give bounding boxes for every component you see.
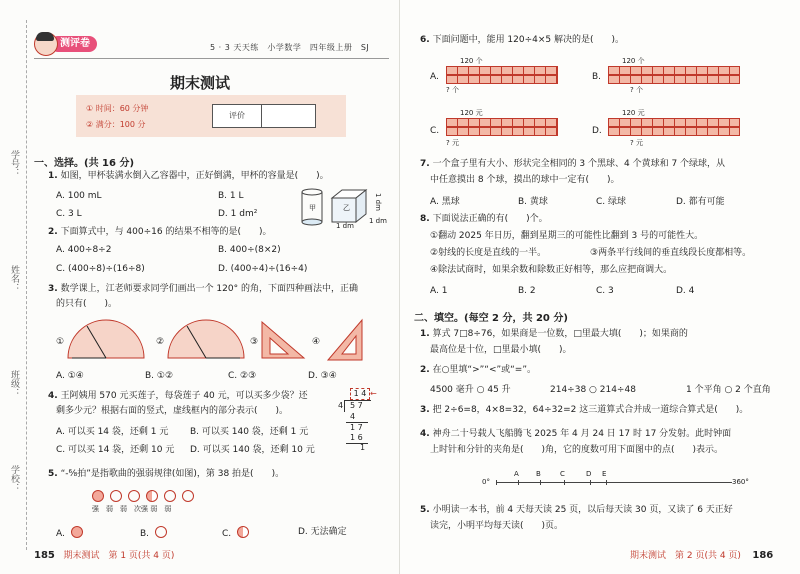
q6-b-bar [608, 75, 740, 84]
section-1-heading: 一、选择。(共 16 分) [34, 158, 135, 169]
q8-s3: ③两条平行线间的垂直线段长度都相等。 [590, 248, 752, 258]
beat-weak-icon [128, 490, 140, 502]
q2-d[interactable]: D. (400÷4)÷(16÷4) [218, 264, 308, 274]
q5-a-label: A. [56, 529, 65, 539]
nl-start: 0° [482, 478, 490, 486]
triangle-ruler-1-icon [260, 318, 308, 364]
q4-a[interactable]: A. 可以买 14 袋，还剩 1 元 [56, 427, 169, 437]
fig-dm-3: 1 dm [374, 193, 382, 211]
div-row-4: 1 [360, 443, 366, 452]
q3-text-1: 数学课上，江老师要求同学们画出一个 120° 的角，下面四种画法中，正确 [60, 284, 358, 294]
q8 [420, 213, 548, 226]
q6-d-bar [608, 118, 740, 127]
q2-a[interactable]: A. 400÷8÷2 [56, 245, 112, 255]
div-row-1: 4 [350, 412, 356, 421]
q5-num: 5. [48, 469, 58, 479]
beat-weak-icon [164, 490, 176, 502]
beat-sub-strong-icon [146, 490, 158, 502]
q7-b[interactable]: B. 黄球 [518, 197, 548, 207]
class-label: 班级： [9, 370, 19, 397]
right-footer-text: 期末测试 第 2 页(共 4 页) [630, 551, 741, 561]
f3 [420, 404, 748, 417]
q3-mark-1: ① [56, 337, 65, 347]
long-division [338, 388, 386, 450]
q3-c[interactable]: C. ②③ [228, 371, 257, 381]
eval-box[interactable] [212, 104, 316, 128]
beat-labels: 强 弱 弱 次强 弱 弱 [92, 505, 172, 513]
q6-a-bar [446, 75, 558, 84]
f2 [420, 364, 536, 377]
beat-strong-icon [71, 526, 83, 538]
q6-a[interactable]: A. [430, 72, 439, 82]
q3-a[interactable]: A. ①④ [56, 371, 84, 381]
mascot-icon [34, 32, 58, 56]
f2-e3[interactable]: 1 个平角 ○ 2 个直角 [686, 385, 771, 395]
q5-c-label: C. [222, 529, 232, 539]
q1-num: 1. [48, 171, 58, 181]
fig-dm-1: 1 dm [336, 222, 354, 230]
q8-d[interactable]: D. 4 [676, 286, 695, 296]
div-quotient: 1 4 [350, 388, 370, 400]
q5-d[interactable]: D. 无法确定 [298, 527, 347, 537]
q6-c-bar [446, 118, 558, 127]
left-footer [34, 548, 174, 561]
f1-num: 1. [420, 329, 430, 339]
right-footer [630, 548, 773, 561]
q3-num: 3. [48, 284, 58, 294]
q2-b[interactable]: B. 400÷(8×2) [218, 245, 281, 255]
q6-num: 6. [420, 35, 430, 45]
score-label: ② 满分：100 分 [86, 120, 146, 129]
beat-weak-icon [182, 490, 194, 502]
f2-num: 2. [420, 365, 430, 375]
time-label: ① 时间：60 分钟 [86, 104, 149, 113]
q6-d-bottom: ? 元 [630, 139, 643, 147]
f1-text-2: 最高位是十位，□里最小填( )。 [430, 345, 572, 355]
f5-text-1: 小明读一本书，前 4 天每天读 25 页，以后每天读 30 页，又读了 6 天正好 [432, 505, 733, 515]
q4-b[interactable]: B. 可以买 140 袋，还剩 1 元 [190, 427, 309, 437]
q7-a[interactable]: A. 黑球 [430, 197, 460, 207]
nl-point-d: D [586, 470, 592, 478]
q6-d-top: 120 元 [622, 109, 645, 117]
q3-d[interactable]: D. ③④ [308, 371, 337, 381]
f1-text-1: 算式 7□8÷76，如果商是一位数，□里最大填( )；如果商的 [432, 329, 688, 339]
q1-d[interactable]: D. 1 dm² [218, 209, 258, 219]
q6-a-top: 120 个 [460, 57, 483, 65]
left-page-number: 185 [34, 550, 55, 561]
q6-d-bar [608, 127, 740, 136]
q4-text-1: 王阿姨用 570 元买莲子，每袋莲子 40 元，可以买多少袋？还 [60, 391, 308, 401]
left-footer-text: 期末测试 第 1 页(共 4 页) [63, 551, 175, 561]
q5-text: “-⁶⁄₈拍”是指歌曲的强弱规律(如图)，第 38 拍是( )。 [60, 469, 285, 479]
fig-yi: 乙 [343, 204, 350, 212]
q6-d[interactable]: D. [592, 126, 602, 136]
q4-text-2: 剩多少元？根据右面的竖式，虚线框内的部分表示( )。 [56, 406, 289, 416]
q3-mark-2: ② [156, 337, 165, 347]
nl-point-c: C [560, 470, 565, 478]
q6-c[interactable]: C. [430, 126, 440, 136]
beat-weak-icon [155, 526, 167, 538]
name-label: 姓名： [9, 265, 19, 292]
nl-point-b: B [536, 470, 541, 478]
f4-text-2: 上时针和分针的夹角是( )角，它的度数可用下面图中的点( )表示。 [430, 445, 724, 455]
f2-e1[interactable]: 4500 毫升 ○ 45 升 [430, 385, 511, 395]
page-title: 期末测试 [169, 74, 230, 92]
fig-jia: 甲 [309, 204, 316, 212]
q1-a[interactable]: A. 100 mL [56, 191, 102, 201]
q8-b[interactable]: B. 2 [518, 286, 536, 296]
right-page [400, 0, 800, 574]
div-dividend: 5 7 [350, 401, 363, 410]
nl-end: 360° [732, 478, 749, 486]
f5-num: 5. [420, 505, 430, 515]
f4-text-1: 神舟二十号载人飞船腾飞 2025 年 4 月 24 日 17 时 17 分发射。此时钟面 [432, 429, 732, 439]
q4 [48, 390, 308, 403]
cut-line [26, 20, 27, 550]
q8-text: 下面说法正确的有( )个。 [432, 214, 548, 224]
f4-num: 4. [420, 429, 430, 439]
header-rule [34, 58, 389, 59]
right-page-number: 186 [752, 550, 774, 561]
q6-a-bottom: ? 个 [446, 86, 459, 94]
f4 [420, 428, 731, 441]
q6-c-bar [446, 127, 558, 136]
f5 [420, 504, 733, 517]
q4-c[interactable]: C. 可以买 14 袋，还剩 10 元 [56, 445, 175, 455]
q6-c-top: 120 元 [460, 109, 483, 117]
section-2-heading: 二、填空。(每空 2 分，共 20 分) [414, 313, 568, 324]
q1-b[interactable]: B. 1 L [218, 191, 244, 201]
angle-number-line [482, 470, 752, 494]
q8-num: 8. [420, 214, 430, 224]
q6-b-top: 120 个 [622, 57, 645, 65]
info-panel [76, 95, 346, 137]
q5-c[interactable] [222, 524, 243, 539]
protractor-1-icon [66, 318, 146, 364]
xuehao-label: 学号： [9, 150, 19, 177]
f2-text: 在○里填“>”“<”或“=”。 [432, 365, 537, 375]
badge-label: 测评卷 [50, 36, 97, 52]
school-label: 学校： [9, 465, 19, 492]
test-badge [34, 34, 114, 56]
q4-d[interactable]: D. 可以买 140 袋，还剩 10 元 [190, 445, 315, 455]
protractor-2-icon [166, 318, 246, 364]
q2-num: 2. [48, 227, 58, 237]
q7 [420, 158, 725, 171]
div-row-2: 1 7 [350, 423, 363, 432]
nl-point-a: A [514, 470, 519, 478]
q1 [48, 170, 329, 183]
q7-num: 7. [420, 159, 430, 169]
q3-mark-3: ③ [250, 337, 259, 347]
triangle-ruler-2-icon [322, 318, 370, 364]
q2-c[interactable]: C. (400÷8)÷(16÷8) [56, 264, 145, 274]
q6-b[interactable]: B. [592, 72, 602, 82]
q1-c[interactable]: C. 3 L [56, 209, 82, 219]
q5-a[interactable] [56, 524, 77, 539]
q7-c[interactable]: C. 绿球 [596, 197, 627, 207]
q5-b[interactable] [140, 524, 161, 539]
q7-text-1: 一个盒子里有大小、形状完全相同的 3 个黑球、4 个黄球和 7 个绿球，从 [432, 159, 726, 169]
q6-text: 下面问题中，能用 120÷4×5 解决的是( )。 [432, 35, 625, 45]
q8-a[interactable]: A. 1 [430, 286, 448, 296]
div-divisor: 4 [338, 401, 344, 410]
q7-d[interactable]: D. 都有可能 [676, 197, 725, 207]
f1 [420, 328, 688, 341]
fig-dm-2: 1 dm [369, 217, 387, 225]
f5-text-2: 读完，小明平均每天读( )页。 [430, 521, 564, 531]
f3-text: 把 2÷6=8，4×8=32，64÷32=2 这三道算式合并成一道综合算式是( )。 [432, 405, 749, 415]
q6-c-bottom: ? 元 [446, 139, 459, 147]
q8-s4: ④除法试商时，如果余数和除数正好相等，那么应把商调大。 [430, 265, 673, 275]
q2 [48, 226, 271, 239]
q2-text: 下面算式中，与 400÷16 的结果不相等的是( )。 [60, 227, 272, 237]
q1-text: 如图，甲杯装满水倒入乙容器中，正好倒满，甲杯的容量是( )。 [60, 171, 329, 181]
beat-strong-icon [92, 490, 104, 502]
div-row-3: 1 6 [350, 433, 363, 442]
q7-text-2: 中任意摸出 8 个球，摸出的球中一定有( )。 [430, 175, 620, 185]
q6-a-bar [446, 66, 558, 75]
q3-mark-4: ④ [312, 337, 321, 347]
q3 [48, 283, 358, 296]
beat-sub-strong-icon [237, 526, 249, 538]
q6 [420, 34, 624, 47]
f2-e2[interactable]: 214÷38 ○ 214÷48 [550, 385, 636, 395]
q5-b-label: B. [140, 529, 150, 539]
arrow-icon: ← [370, 389, 377, 398]
beat-weak-icon [110, 490, 122, 502]
q6-b-bar [608, 66, 740, 75]
q6-b-bottom: ? 个 [630, 86, 643, 94]
q5 [48, 468, 284, 481]
q8-s1: ①翻动 2025 年日历，翻到星期三的可能性比翻到 3 号的可能性大。 [430, 231, 704, 241]
f3-num: 3. [420, 405, 430, 415]
book-title: 5 · 3 天天练 小学数学 四年级上册 SJ [210, 43, 370, 52]
q3-b[interactable]: B. ①② [145, 371, 174, 381]
q8-s2: ②射线的长度是直线的一半。 [430, 248, 547, 258]
nl-point-e: E [602, 470, 607, 478]
q4-num: 4. [48, 391, 58, 401]
q8-c[interactable]: C. 3 [596, 286, 614, 296]
eval-label: 评价 [213, 105, 262, 127]
q3-text-2: 的只有( )。 [56, 299, 118, 309]
